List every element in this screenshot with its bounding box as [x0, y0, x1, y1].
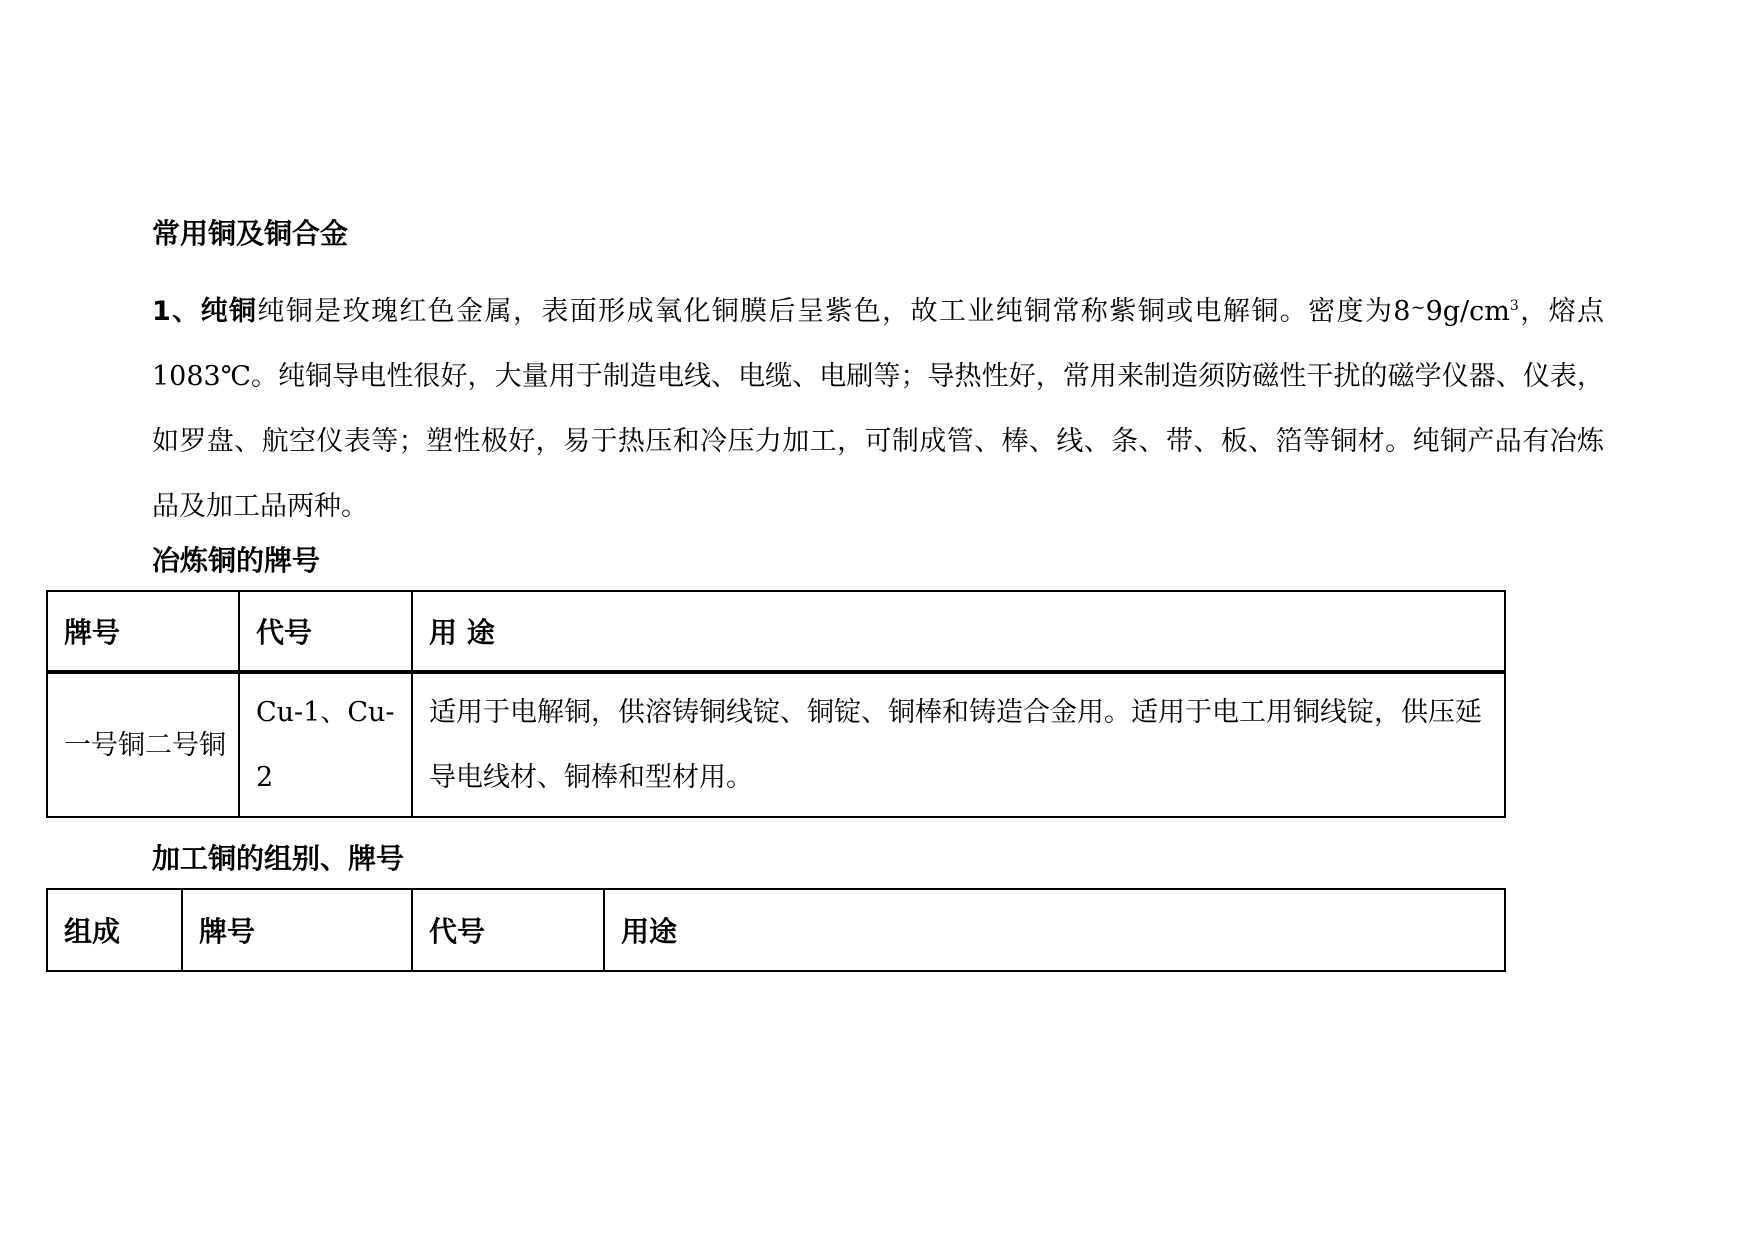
pure-copper-paragraph	[152, 279, 1604, 539]
cell-code: Cu-1、Cu-2	[239, 672, 412, 817]
header-code: 代号	[239, 591, 412, 672]
cell-brand: 一号铜二号铜	[47, 672, 239, 817]
table-header-row	[47, 591, 1505, 672]
paragraph-text-1: 纯铜是玫瑰红色金属，表面形成氧化铜膜后呈紫色，故工业纯铜常称紫铜或电解铜。密度为8	[257, 296, 1411, 327]
processed-copper-heading: 加工铜的组别、牌号	[152, 842, 405, 875]
header-composition: 组成	[47, 889, 182, 971]
paragraph-text-3: ，熔点1083℃。纯铜导电性很好，大量用于制造电线、电缆、电刷等；导热性好，常用来制造须防磁性干扰的磁学仪器、仪表，如罗盘、航空仪表等；塑性极好，易于热压和冷压力加工，可制成管、棒、线、条、带、板、箔等铜材。纯铜产品有冶炼品及加工品两种。	[152, 296, 1604, 522]
paragraph-text-2: 9g/cm	[1425, 296, 1510, 327]
section-label: 1、纯铜	[152, 296, 258, 327]
paragraph-tilde: ~	[1410, 297, 1426, 318]
cell-usage: 适用于电解铜，供溶铸铜线锭、铜锭、铜棒和铸造合金用。适用于电工用铜线锭，供压延导电线材、铜棒和型材用。	[412, 672, 1505, 817]
header-usage: 用途	[604, 889, 1505, 971]
processed-copper-table	[46, 888, 1506, 972]
smelted-copper-table	[46, 590, 1506, 818]
smelted-copper-heading: 冶炼铜的牌号	[152, 544, 321, 577]
superscript-3: 3	[1509, 298, 1519, 314]
table-header-row	[47, 889, 1505, 971]
header-usage: 用 途	[412, 591, 1505, 672]
header-brand: 牌号	[47, 591, 239, 672]
page-title: 常用铜及铜合金	[152, 217, 349, 250]
header-brand: 牌号	[182, 889, 412, 971]
header-code: 代号	[412, 889, 604, 971]
table-row	[47, 672, 1505, 817]
